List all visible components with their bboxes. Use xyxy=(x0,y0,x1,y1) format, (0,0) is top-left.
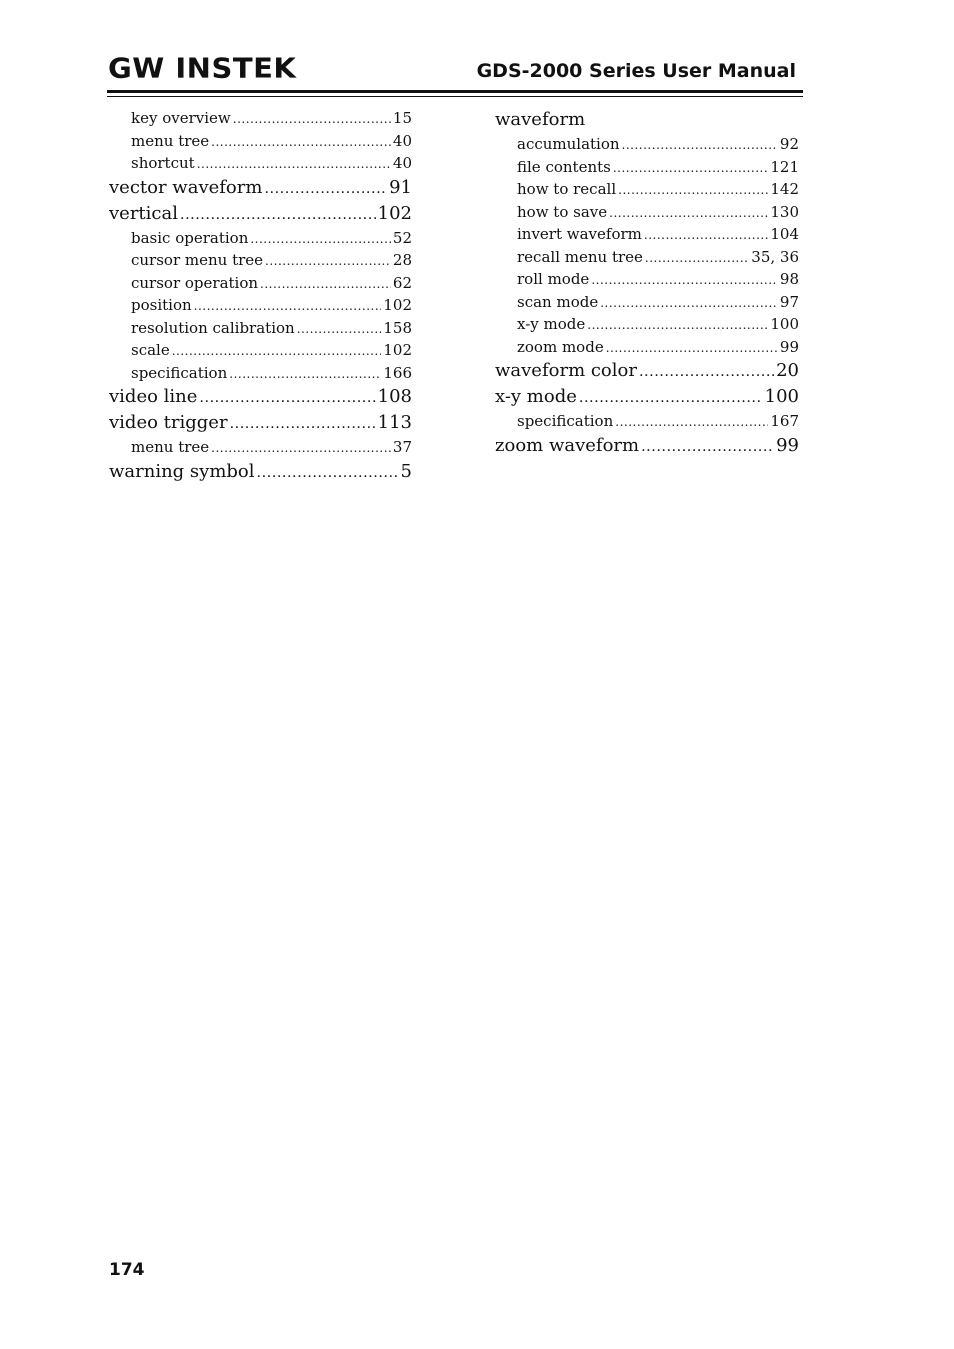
index-term: waveform xyxy=(495,109,586,130)
index-page-ref: 167 xyxy=(770,412,799,430)
header-rule-thin xyxy=(107,96,803,97)
index-entry xyxy=(109,384,412,410)
index-entry xyxy=(109,362,412,385)
index-entry xyxy=(495,384,799,410)
dot-leader xyxy=(211,131,391,154)
index-entry xyxy=(109,227,412,250)
index-page-ref: 62 xyxy=(392,273,412,292)
index-entry xyxy=(109,152,412,175)
index-page-ref: 121 xyxy=(770,157,799,176)
index-page-ref: 99 xyxy=(779,337,799,356)
index-column-left xyxy=(109,107,412,485)
dot-leader xyxy=(615,411,768,434)
index-entry xyxy=(109,175,412,201)
dot-leader xyxy=(197,153,391,176)
header-rule-thick xyxy=(107,90,803,93)
dot-leader xyxy=(265,250,391,273)
index-entry xyxy=(495,291,799,314)
index-term: warning symbol xyxy=(109,460,255,482)
dot-leader xyxy=(211,437,391,460)
index-page-ref: 37 xyxy=(392,438,412,456)
dot-leader xyxy=(199,385,375,411)
index-page-ref: 28 xyxy=(392,251,412,269)
dot-leader xyxy=(606,337,778,360)
dot-leader xyxy=(613,157,769,180)
dot-leader xyxy=(644,224,768,247)
page-number: 174 xyxy=(109,1260,145,1280)
index-term: scan mode xyxy=(517,292,599,311)
index-term: cursor operation xyxy=(131,273,259,292)
index-entry xyxy=(495,133,799,156)
index-entry xyxy=(495,223,799,246)
index-term: recall menu tree xyxy=(517,247,643,266)
dot-leader xyxy=(622,134,778,157)
dot-leader xyxy=(618,179,768,202)
index-term: zoom mode xyxy=(517,337,604,356)
index-page-ref: 35, 36 xyxy=(751,247,799,266)
index-term: specification xyxy=(131,363,228,382)
index-term: zoom waveform xyxy=(495,434,640,456)
index-page-ref: 166 xyxy=(383,363,412,382)
index-entry xyxy=(495,313,799,336)
index-term: cursor menu tree xyxy=(131,251,264,269)
index-entry xyxy=(495,201,799,224)
index-page-ref: 102 xyxy=(383,341,412,359)
index-term: resolution calibration xyxy=(131,318,295,337)
index-entry xyxy=(109,339,412,362)
dot-leader xyxy=(579,385,763,411)
index-entry xyxy=(109,107,412,130)
index-term: scale xyxy=(131,341,170,359)
index-entry xyxy=(495,107,799,133)
index-entry xyxy=(495,156,799,179)
index-page-ref: 102 xyxy=(377,202,412,224)
dot-leader xyxy=(264,176,387,202)
index-term: file contents xyxy=(517,157,611,176)
index-entry xyxy=(495,178,799,201)
dot-leader xyxy=(229,363,381,386)
index-term: how to recall xyxy=(517,180,617,198)
index-term: video trigger xyxy=(109,412,228,433)
index-page-ref: 100 xyxy=(764,386,799,407)
index-page-ref: 5 xyxy=(400,460,412,482)
dot-leader xyxy=(172,340,382,363)
index-term: vertical xyxy=(109,202,178,224)
index-entry xyxy=(495,433,799,459)
index-entry xyxy=(109,130,412,153)
index-page-ref: 142 xyxy=(770,180,799,198)
dot-leader xyxy=(609,202,768,225)
index-page-ref: 158 xyxy=(383,318,412,337)
index-entry xyxy=(495,246,799,269)
index-term: waveform color xyxy=(495,360,637,381)
index-entry xyxy=(495,358,799,384)
index-entry xyxy=(109,272,412,295)
dot-leader xyxy=(600,292,778,315)
index-page-ref: 100 xyxy=(770,315,799,333)
dot-leader xyxy=(641,434,774,460)
index-term: invert waveform xyxy=(517,225,642,243)
index-entry xyxy=(109,201,412,227)
index-entry xyxy=(495,336,799,359)
dot-leader xyxy=(257,460,399,486)
index-term: menu tree xyxy=(131,438,210,456)
index-page-ref: 98 xyxy=(779,270,799,288)
index-page-ref: 20 xyxy=(776,360,799,381)
index-page-ref: 91 xyxy=(389,176,412,198)
index-entry xyxy=(109,317,412,340)
index-term: x-y mode xyxy=(517,315,586,333)
index-page-ref: 92 xyxy=(779,135,799,153)
index-term: position xyxy=(131,296,192,314)
brand-logo: GW INSTEK xyxy=(108,52,297,85)
manual-title: GDS-2000 Series User Manual xyxy=(476,60,796,82)
index-page-ref: 40 xyxy=(392,131,412,150)
index-column-right xyxy=(495,107,799,459)
index-term: x-y mode xyxy=(495,386,577,407)
index-page-ref: 130 xyxy=(770,202,799,221)
dot-leader xyxy=(639,359,774,385)
index-term: how to save xyxy=(517,202,608,221)
index-term: basic operation xyxy=(131,228,249,247)
dot-leader xyxy=(645,247,749,270)
index-entry xyxy=(109,459,412,485)
index-term: video line xyxy=(109,386,198,407)
index-page-ref: 113 xyxy=(377,412,412,433)
index-page-ref: 102 xyxy=(383,296,412,314)
index-term: menu tree xyxy=(131,131,210,150)
index-entry xyxy=(109,436,412,459)
index-term: accumulation xyxy=(517,135,620,153)
dot-leader xyxy=(180,202,376,228)
index-page-ref: 104 xyxy=(770,225,799,243)
index-entry xyxy=(495,410,799,433)
dot-leader xyxy=(250,228,391,251)
index-page-ref: 99 xyxy=(776,434,799,456)
index-term: vector waveform xyxy=(109,176,263,198)
dot-leader xyxy=(587,314,768,337)
dot-leader xyxy=(591,269,778,292)
index-term: key overview xyxy=(131,109,231,127)
index-page-ref: 40 xyxy=(392,154,412,172)
index-page-ref: 15 xyxy=(392,109,412,127)
dot-leader xyxy=(230,411,376,437)
index-entry xyxy=(109,410,412,436)
dot-leader xyxy=(194,295,382,318)
index-term: specification xyxy=(517,412,614,430)
index-page-ref: 52 xyxy=(392,228,412,247)
dot-leader xyxy=(233,108,391,131)
index-entry xyxy=(495,268,799,291)
index-page-ref: 97 xyxy=(779,292,799,311)
index-page-ref: 108 xyxy=(377,386,412,407)
index-entry xyxy=(109,294,412,317)
index-entry xyxy=(109,249,412,272)
index-term: shortcut xyxy=(131,154,195,172)
index-term: roll mode xyxy=(517,270,590,288)
dot-leader xyxy=(260,273,391,296)
dot-leader xyxy=(297,318,382,341)
